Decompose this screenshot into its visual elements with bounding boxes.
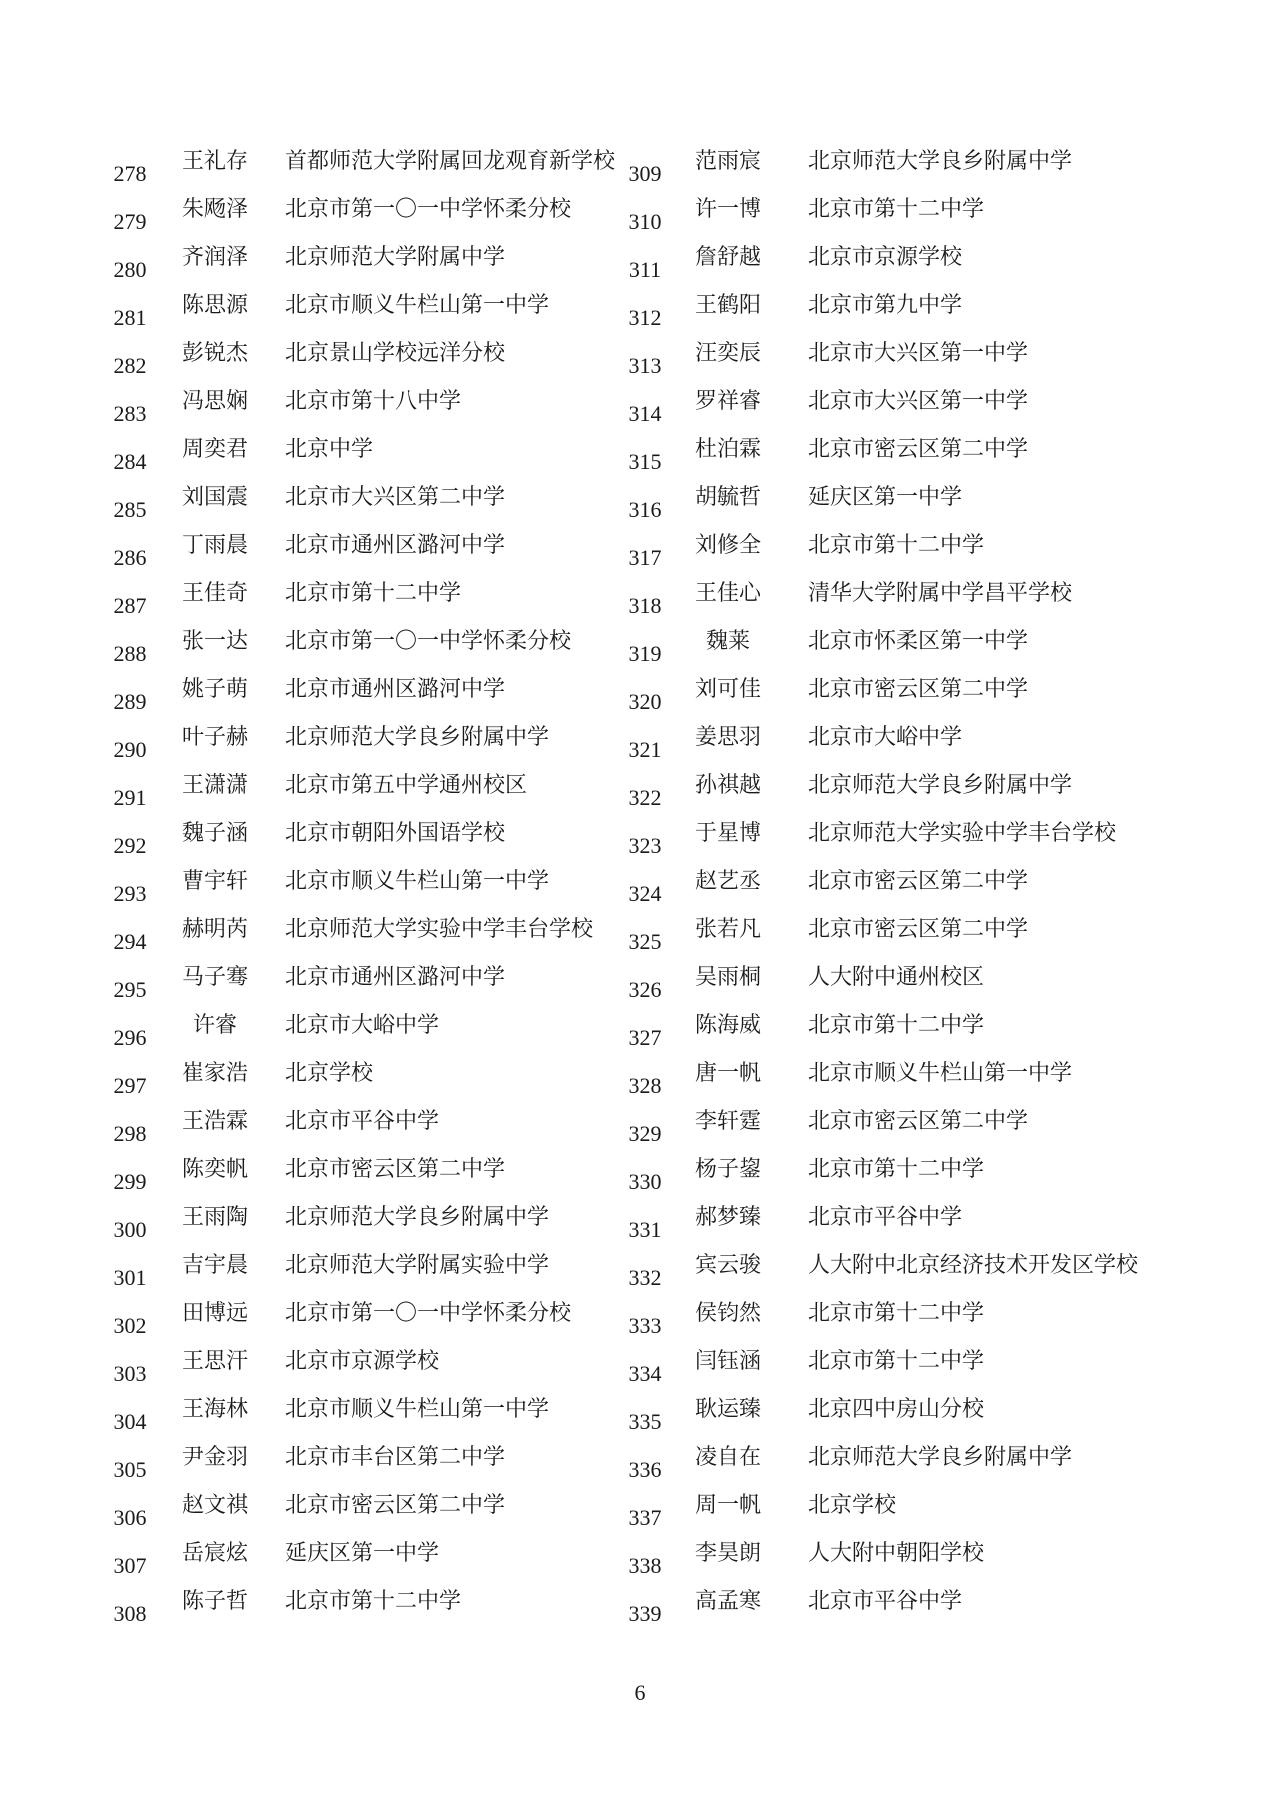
school-name: 北京师范大学良乡附属中学	[285, 725, 550, 750]
school-name: 北京市怀柔区第一中学	[808, 629, 1029, 654]
list-row	[100, 386, 660, 434]
list-row	[100, 1010, 660, 1058]
row-number: 285	[113, 497, 147, 522]
student-name: 张若凡	[694, 917, 761, 942]
list-row	[100, 242, 660, 290]
row-number: 324	[628, 881, 662, 906]
list-row	[100, 674, 660, 722]
student-name: 詹舒越	[694, 245, 761, 270]
student-name: 杜泊霖	[694, 437, 761, 462]
student-name: 陈子哲	[181, 1589, 248, 1614]
list-row	[625, 1058, 1185, 1106]
school-name: 人大附中北京经济技术开发区学校	[808, 1253, 1139, 1278]
list-row	[625, 1202, 1185, 1250]
student-name: 岳宸炫	[181, 1541, 248, 1566]
right-list-column	[625, 146, 1185, 1634]
row-number: 283	[113, 401, 147, 426]
list-row	[625, 338, 1185, 386]
list-row	[100, 146, 660, 194]
list-row	[625, 866, 1185, 914]
row-number: 339	[628, 1601, 662, 1626]
row-number: 320	[628, 689, 662, 714]
student-name: 陈奕帆	[181, 1157, 248, 1182]
school-name: 北京师范大学实验中学丰台学校	[808, 821, 1117, 846]
list-row	[100, 818, 660, 866]
school-name: 北京四中房山分校	[808, 1397, 985, 1422]
school-name: 北京市朝阳外国语学校	[285, 821, 506, 846]
student-name: 陈海威	[694, 1013, 761, 1038]
student-name: 姜思羽	[694, 725, 761, 750]
list-row	[625, 1442, 1185, 1490]
row-number: 329	[628, 1121, 662, 1146]
list-row	[100, 626, 660, 674]
student-name: 王佳心	[694, 581, 761, 606]
student-name: 孙祺越	[694, 773, 761, 798]
school-name: 北京师范大学附属中学	[285, 245, 506, 270]
row-number: 287	[113, 593, 147, 618]
list-row	[625, 1394, 1185, 1442]
list-row	[100, 962, 660, 1010]
row-number: 321	[628, 737, 662, 762]
list-row	[625, 818, 1185, 866]
list-row	[625, 290, 1185, 338]
student-name: 姚子萌	[181, 677, 248, 702]
student-name: 丁雨晨	[181, 533, 248, 558]
school-name: 北京师范大学附属实验中学	[285, 1253, 550, 1278]
student-name: 崔家浩	[181, 1061, 248, 1086]
school-name: 北京市第十二中学	[808, 1013, 985, 1038]
school-name: 首都师范大学附属回龙观育新学校	[285, 149, 616, 174]
list-row	[100, 530, 660, 578]
student-name: 周奕君	[181, 437, 248, 462]
student-name: 赫明芮	[181, 917, 248, 942]
list-row	[100, 1106, 660, 1154]
student-name: 王海林	[181, 1397, 248, 1422]
row-number: 330	[628, 1169, 662, 1194]
school-name: 北京学校	[285, 1061, 374, 1086]
list-row	[100, 770, 660, 818]
row-number: 302	[113, 1313, 147, 1338]
school-name: 北京市第十二中学	[808, 533, 985, 558]
school-name: 北京师范大学良乡附属中学	[808, 149, 1073, 174]
school-name: 北京市顺义牛栏山第一中学	[285, 293, 550, 318]
student-name: 周一帆	[694, 1493, 761, 1518]
list-row	[100, 194, 660, 242]
student-name: 朱飏泽	[181, 197, 248, 222]
school-name: 北京市大兴区第一中学	[808, 389, 1029, 414]
list-row	[100, 1442, 660, 1490]
list-row	[625, 1298, 1185, 1346]
list-row	[100, 866, 660, 914]
row-number: 306	[113, 1505, 147, 1530]
student-name: 王礼存	[181, 149, 248, 174]
student-name: 罗祥睿	[694, 389, 761, 414]
student-name: 于星博	[694, 821, 761, 846]
row-number: 297	[113, 1073, 147, 1098]
row-number: 314	[628, 401, 662, 426]
row-number: 309	[628, 161, 662, 186]
school-name: 北京市密云区第二中学	[285, 1493, 506, 1518]
list-row	[100, 1586, 660, 1634]
row-number: 304	[113, 1409, 147, 1434]
row-number: 323	[628, 833, 662, 858]
student-name: 闫钰涵	[694, 1349, 761, 1374]
student-name: 杨子鋆	[694, 1157, 761, 1182]
student-name: 马子骞	[181, 965, 248, 990]
school-name: 北京中学	[285, 437, 374, 462]
list-row	[100, 722, 660, 770]
list-row	[625, 1250, 1185, 1298]
student-name: 叶子赫	[181, 725, 248, 750]
student-name: 郝梦臻	[694, 1205, 761, 1230]
school-name: 北京市通州区潞河中学	[285, 677, 506, 702]
list-row	[625, 242, 1185, 290]
school-name: 清华大学附属中学昌平学校	[808, 581, 1073, 606]
student-name: 宾云骏	[694, 1253, 761, 1278]
list-row	[625, 1538, 1185, 1586]
school-name: 北京景山学校远洋分校	[285, 341, 506, 366]
row-number: 313	[628, 353, 662, 378]
left-list-column	[100, 146, 660, 1634]
row-number: 292	[113, 833, 147, 858]
student-name: 胡毓哲	[694, 485, 761, 510]
list-row	[625, 770, 1185, 818]
school-name: 北京市顺义牛栏山第一中学	[808, 1061, 1073, 1086]
student-name: 王思汗	[181, 1349, 248, 1374]
school-name: 北京市京源学校	[808, 245, 963, 270]
list-row	[100, 1490, 660, 1538]
list-row	[100, 1394, 660, 1442]
row-number: 290	[113, 737, 147, 762]
student-name: 张一达	[181, 629, 248, 654]
student-name: 高孟寒	[694, 1589, 761, 1614]
list-row	[625, 530, 1185, 578]
page-number: 6	[634, 1680, 646, 1705]
student-name: 陈思源	[181, 293, 248, 318]
row-number: 308	[113, 1601, 147, 1626]
school-name: 北京师范大学良乡附属中学	[285, 1205, 550, 1230]
row-number: 319	[628, 641, 662, 666]
row-number: 316	[628, 497, 662, 522]
row-number: 294	[113, 929, 147, 954]
school-name: 北京市大峪中学	[285, 1013, 440, 1038]
row-number: 335	[628, 1409, 662, 1434]
row-number: 299	[113, 1169, 147, 1194]
school-name: 北京市平谷中学	[285, 1109, 440, 1134]
school-name: 北京市第十二中学	[285, 1589, 462, 1614]
row-number: 315	[628, 449, 662, 474]
row-number: 303	[113, 1361, 147, 1386]
list-row	[100, 1202, 660, 1250]
row-number: 281	[113, 305, 147, 330]
list-row	[625, 386, 1185, 434]
list-row	[625, 1586, 1185, 1634]
student-name: 王鹤阳	[694, 293, 761, 318]
student-name: 凌自在	[694, 1445, 761, 1470]
row-number: 278	[113, 161, 147, 186]
row-number: 279	[113, 209, 147, 234]
student-name: 范雨宸	[694, 149, 761, 174]
list-row	[625, 1010, 1185, 1058]
list-row	[100, 1346, 660, 1394]
list-row	[100, 290, 660, 338]
row-number: 284	[113, 449, 147, 474]
student-name: 许睿	[192, 1013, 237, 1038]
student-name: 王佳奇	[181, 581, 248, 606]
student-name: 侯钧然	[694, 1301, 761, 1326]
student-name: 李轩霆	[694, 1109, 761, 1134]
school-name: 北京市第一〇一中学怀柔分校	[285, 197, 572, 222]
school-name: 北京市第十二中学	[808, 1301, 985, 1326]
school-name: 北京市顺义牛栏山第一中学	[285, 869, 550, 894]
row-number: 336	[628, 1457, 662, 1482]
row-number: 286	[113, 545, 147, 570]
row-number: 295	[113, 977, 147, 1002]
school-name: 北京市第十二中学	[808, 197, 985, 222]
row-number: 327	[628, 1025, 662, 1050]
row-number: 307	[113, 1553, 147, 1578]
row-number: 328	[628, 1073, 662, 1098]
row-number: 317	[628, 545, 662, 570]
list-row	[625, 1346, 1185, 1394]
student-name: 王雨陶	[181, 1205, 248, 1230]
school-name: 北京市通州区潞河中学	[285, 533, 506, 558]
list-row	[625, 1154, 1185, 1202]
student-name: 唐一帆	[694, 1061, 761, 1086]
row-number: 300	[113, 1217, 147, 1242]
student-name: 吉宇晨	[181, 1253, 248, 1278]
row-number: 280	[113, 257, 147, 282]
school-name: 北京市第一〇一中学怀柔分校	[285, 629, 572, 654]
school-name: 北京市大兴区第一中学	[808, 341, 1029, 366]
student-name: 魏子涵	[181, 821, 248, 846]
list-row	[625, 674, 1185, 722]
student-name: 王浩霖	[181, 1109, 248, 1134]
row-number: 318	[628, 593, 662, 618]
row-number: 289	[113, 689, 147, 714]
student-name: 尹金羽	[181, 1445, 248, 1470]
school-name: 北京市第十二中学	[808, 1349, 985, 1374]
school-name: 延庆区第一中学	[285, 1541, 440, 1566]
row-number: 334	[628, 1361, 662, 1386]
list-row	[100, 338, 660, 386]
list-row	[625, 482, 1185, 530]
list-row	[625, 434, 1185, 482]
school-name: 北京市第一〇一中学怀柔分校	[285, 1301, 572, 1326]
list-row	[625, 194, 1185, 242]
student-name: 刘修全	[694, 533, 761, 558]
row-number: 337	[628, 1505, 662, 1530]
student-name: 耿运臻	[694, 1397, 761, 1422]
school-name: 北京市第五中学通州校区	[285, 773, 528, 798]
school-name: 人大附中朝阳学校	[808, 1541, 985, 1566]
student-name: 许一博	[694, 197, 761, 222]
student-name: 王潇潇	[181, 773, 248, 798]
school-name: 北京市密云区第二中学	[808, 677, 1029, 702]
list-row	[625, 626, 1185, 674]
student-name: 吴雨桐	[694, 965, 761, 990]
student-name: 李昊朗	[694, 1541, 761, 1566]
school-name: 北京学校	[808, 1493, 897, 1518]
school-name: 北京市京源学校	[285, 1349, 440, 1374]
student-name: 曹宇轩	[181, 869, 248, 894]
student-name: 刘可佳	[694, 677, 761, 702]
row-number: 293	[113, 881, 147, 906]
student-name: 汪奕辰	[694, 341, 761, 366]
row-number: 301	[113, 1265, 147, 1290]
school-name: 北京市第十八中学	[285, 389, 462, 414]
school-name: 北京市密云区第二中学	[285, 1157, 506, 1182]
school-name: 北京市密云区第二中学	[808, 869, 1029, 894]
row-number: 338	[628, 1553, 662, 1578]
row-number: 291	[113, 785, 147, 810]
school-name: 北京市第十二中学	[285, 581, 462, 606]
student-name: 齐润泽	[181, 245, 248, 270]
school-name: 北京市密云区第二中学	[808, 1109, 1029, 1134]
school-name: 北京市顺义牛栏山第一中学	[285, 1397, 550, 1422]
student-name: 魏莱	[705, 629, 750, 654]
row-number: 288	[113, 641, 147, 666]
school-name: 北京师范大学良乡附属中学	[808, 773, 1073, 798]
list-row	[100, 482, 660, 530]
row-number: 326	[628, 977, 662, 1002]
row-number: 311	[628, 257, 662, 282]
list-row	[625, 962, 1185, 1010]
list-row	[625, 914, 1185, 962]
school-name: 北京市通州区潞河中学	[285, 965, 506, 990]
student-name: 赵文祺	[181, 1493, 248, 1518]
school-name: 延庆区第一中学	[808, 485, 963, 510]
row-number: 310	[628, 209, 662, 234]
row-number: 312	[628, 305, 662, 330]
list-row	[625, 722, 1185, 770]
list-row	[100, 578, 660, 626]
list-row	[100, 1538, 660, 1586]
list-row	[100, 914, 660, 962]
student-name: 田博远	[181, 1301, 248, 1326]
row-number: 325	[628, 929, 662, 954]
school-name: 北京市密云区第二中学	[808, 437, 1029, 462]
school-name: 北京市丰台区第二中学	[285, 1445, 506, 1470]
row-number: 296	[113, 1025, 147, 1050]
school-name: 北京市第十二中学	[808, 1157, 985, 1182]
list-row	[100, 1154, 660, 1202]
row-number: 322	[628, 785, 662, 810]
list-row	[100, 1058, 660, 1106]
school-name: 北京市平谷中学	[808, 1205, 963, 1230]
row-number: 298	[113, 1121, 147, 1146]
list-row	[100, 1250, 660, 1298]
row-number: 282	[113, 353, 147, 378]
list-row	[625, 146, 1185, 194]
school-name: 北京师范大学实验中学丰台学校	[285, 917, 594, 942]
list-row	[100, 434, 660, 482]
school-name: 北京市密云区第二中学	[808, 917, 1029, 942]
row-number: 332	[628, 1265, 662, 1290]
school-name: 北京市平谷中学	[808, 1589, 963, 1614]
student-name: 赵艺丞	[694, 869, 761, 894]
school-name: 北京市大峪中学	[808, 725, 963, 750]
school-name: 北京市大兴区第二中学	[285, 485, 506, 510]
school-name: 北京师范大学良乡附属中学	[808, 1445, 1073, 1470]
list-row	[625, 1106, 1185, 1154]
list-row	[100, 1298, 660, 1346]
list-row	[625, 578, 1185, 626]
row-number: 331	[628, 1217, 662, 1242]
student-name: 刘国震	[181, 485, 248, 510]
student-name: 彭锐杰	[181, 341, 248, 366]
row-number: 305	[113, 1457, 147, 1482]
row-number: 333	[628, 1313, 662, 1338]
list-row	[625, 1490, 1185, 1538]
school-name: 人大附中通州校区	[808, 965, 985, 990]
student-name: 冯思娴	[181, 389, 248, 414]
school-name: 北京市第九中学	[808, 293, 963, 318]
